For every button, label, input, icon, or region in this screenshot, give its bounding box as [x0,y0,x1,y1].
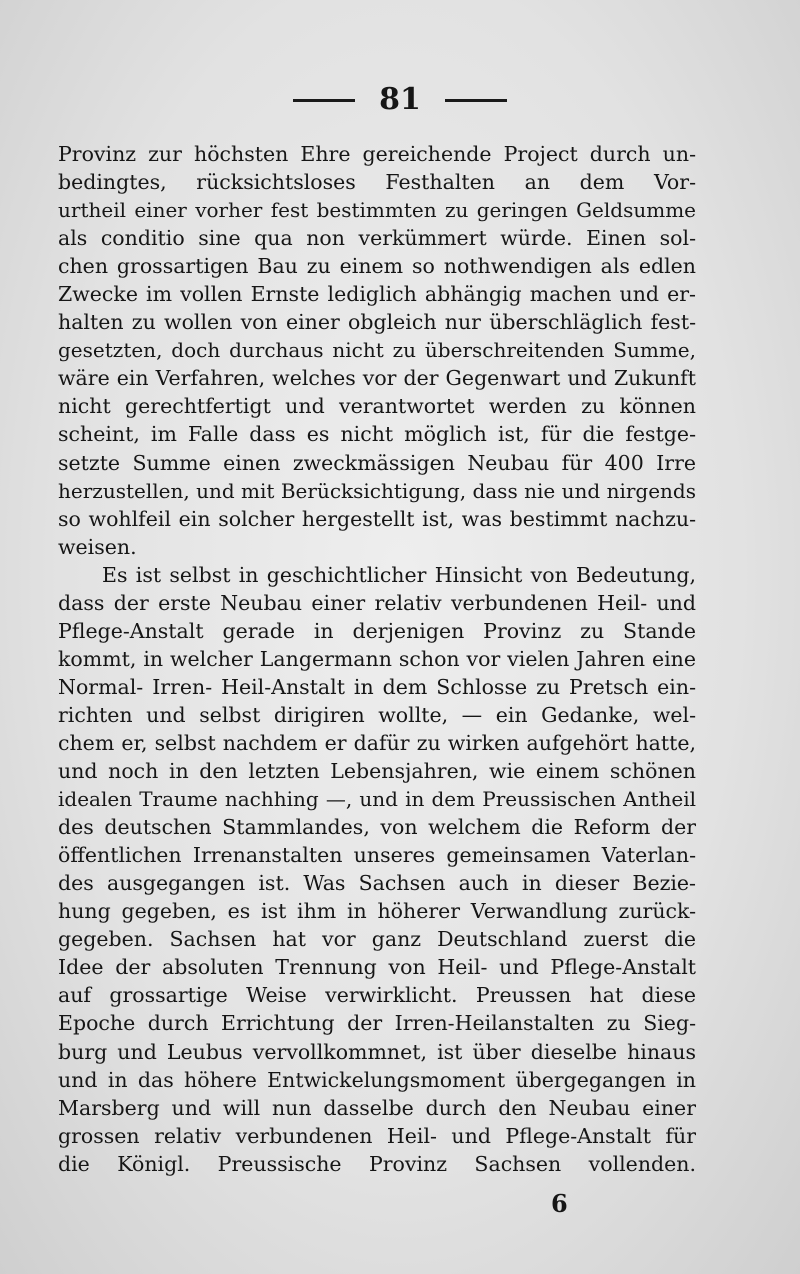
text-line: des deutschen Stammlandes, von welchem die Reform der [58,815,696,840]
text-line: grossen relativ verbundenen Heil- und Pflege-Anstalt für [58,1123,696,1148]
text-line: Provinz zur höchsten Ehre gereichende Project durch un- [58,142,696,166]
text-line: urtheil einer vorher fest bestimmten zu geringen Geldsumme [58,198,696,223]
text-line: öffentlichen Irrenanstalten unseres gemeinsamen Vaterlan- [58,843,696,868]
text-line: so wohlfeil ein solcher hergestellt ist, was bestimmt nachzu- [58,506,696,531]
text-line: Pflege-Anstalt gerade in derjenigen Provinz zu Stande [58,618,696,643]
paragraph [58,561,696,1178]
text-line: nicht gerechtfertigt und verantwortet werden zu können [58,394,696,419]
body-text [58,140,696,1178]
text-line: und noch in den letzten Lebensjahren, wie einem schönen [58,759,696,784]
text-line: auf grossartige Weise verwirklicht. Preussen hat diese [58,983,696,1008]
text-line: burg und Leubus vervollkommnet, ist über dieselbe hinaus [58,1039,696,1064]
text-line: des ausgegangen ist. Was Sachsen auch in dieser Bezie- [58,871,696,896]
paragraph [58,140,696,561]
text-line: kommt, in welcher Langermann schon vor vielen Jahren eine [58,646,696,671]
text-line: Es ist selbst in geschichtlicher Hinsicht von Bedeutung, [102,562,696,587]
text-line: gesetzten, doch durchaus nicht zu überschreitenden Summe, [58,338,696,363]
text-line: hung gegeben, es ist ihm in höherer Verwandlung zurück- [58,899,696,924]
text-line: dass der erste Neubau einer relativ verbundenen Heil- und [58,590,696,615]
header-rule-right [445,99,507,102]
text-line: Zwecke im vollen Ernste lediglich abhängig machen und er- [58,282,696,307]
text-line: und in das höhere Entwickelungsmoment übergegangen in [58,1067,696,1092]
page-number: 81 [379,82,421,117]
signature-mark: 6 [551,1189,568,1218]
text-line: herzustellen, und mit Berücksichtigung, dass nie und nirgends [58,478,696,503]
header-rule-left [293,99,355,102]
text-line: Idee der absoluten Trennung von Heil- und Pflege-Anstalt [58,955,696,980]
text-line: weisen. [58,534,137,559]
text-line: Marsberg und will nun dasselbe durch den Neubau einer [58,1095,696,1120]
text-line: bedingtes, rücksichtsloses Festhalten an dem Vor- [58,170,696,195]
text-line: chen grossartigen Bau zu einem so nothwendigen als edlen [58,254,696,279]
page-header [0,82,800,118]
text-line: setzte Summe einen zweckmässigen Neubau für 400 Irre [58,450,696,475]
text-line: die Königl. Preussische Provinz Sachsen vollenden. [58,1151,696,1176]
text-line: als conditio sine qua non verkümmert würde. Einen sol- [58,226,696,251]
text-line: wäre ein Verfahren, welches vor der Gegenwart und Zukunft [58,366,696,391]
text-line: gegeben. Sachsen hat vor ganz Deutschland zuerst die [58,927,696,952]
text-line: idealen Traume nachhing —, und in dem Preussischen Antheil [58,787,696,812]
text-line: richten und selbst dirigiren wollte, — ein Gedanke, wel- [58,702,696,727]
text-line: Epoche durch Errichtung der Irren-Heilanstalten zu Sieg- [58,1011,696,1036]
text-line: Normal- Irren- Heil-Anstalt in dem Schlosse zu Pretsch ein- [58,674,696,699]
text-line: chem er, selbst nachdem er dafür zu wirken aufgehört hatte, [58,730,696,755]
text-line: halten zu wollen von einer obgleich nur überschläglich fest- [58,310,696,335]
text-line: scheint, im Falle dass es nicht möglich ist, für die festge- [58,422,696,447]
